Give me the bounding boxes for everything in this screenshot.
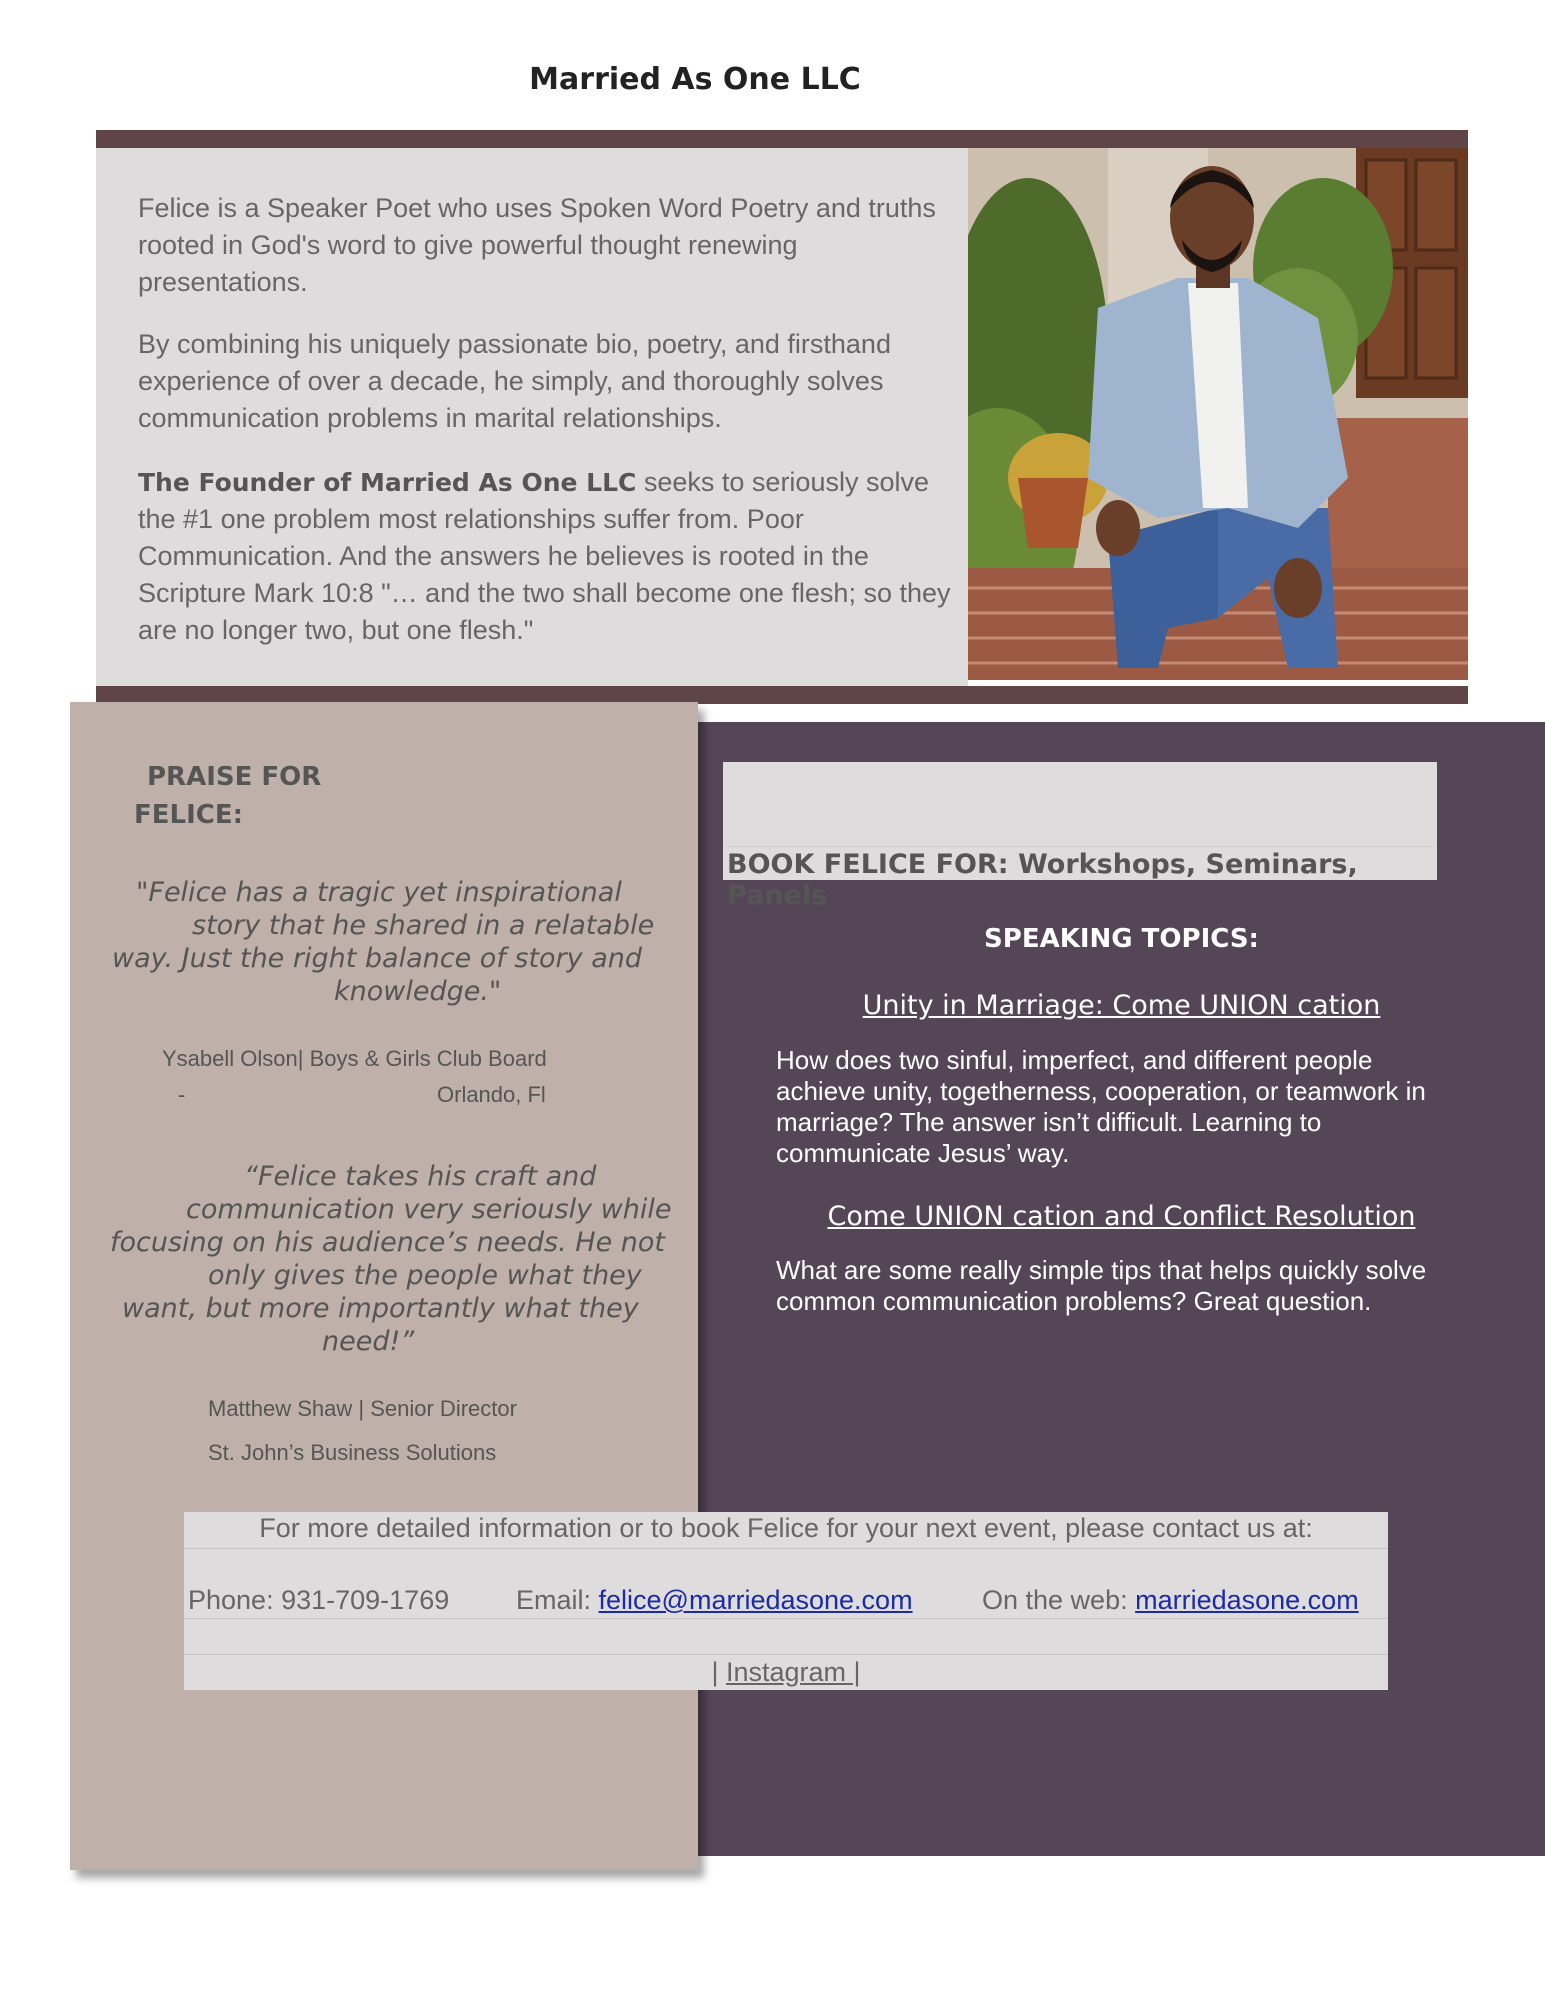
page-title: Married As One LLC — [529, 62, 861, 97]
intro-paragraph-2: By combining his uniquely passionate bio, poetry, and firsthand experience of over a decade, he simply, and thoroughly solves communication problems in marital relationships. — [138, 329, 891, 433]
quote2-line: communication very seriously while — [186, 1194, 672, 1225]
website-link[interactable]: marriedasone.com — [1135, 1585, 1359, 1615]
quote1-line: story that he shared in a relatable — [192, 910, 655, 941]
quote2-attribution-company: St. John’s Business Solutions — [208, 1440, 497, 1465]
topic-desc-unity: How does two sinful, imperfect, and different people achieve unity, togetherness, cooperation, or teamwork in marriage? The answer isn’t difficult. Learning to communicate Jesus’ way. — [776, 1045, 1426, 1168]
quote2-line: need!” — [322, 1326, 415, 1357]
quote2-line: only gives the people what they — [208, 1260, 642, 1291]
quote1-attribution-dash: - — [178, 1082, 186, 1107]
instagram-link[interactable]: Instagram | — [725, 1657, 861, 1687]
founder-rest-text: seeks to seriously solve the #1 one problem most relationships suffer from. Poor Communication. And the answers he believes is rooted in the Scripture Mark 10:8 "… and the two shall become one flesh; so they are no longer two, but one flesh." — [138, 467, 951, 645]
instagram-pipe: | — [711, 1657, 726, 1687]
speaking-topics-heading: SPEAKING TOPICS: — [984, 924, 1259, 954]
quote1-attribution-location: Orlando, Fl — [437, 1082, 546, 1107]
contact-rule — [184, 1618, 1388, 1619]
contact-web-label: On the web: — [982, 1585, 1136, 1615]
contact-rule — [184, 1548, 1388, 1549]
quote1-line: "Felice has a tragic yet inspirational — [136, 877, 622, 908]
contact-web-row — [982, 1582, 1359, 1618]
quote2-line: “Felice takes his craft and — [244, 1161, 597, 1192]
intro-paragraph-1: Felice is a Speaker Poet who uses Spoken Word Poetry and truths rooted in God's word to give powerful thought renewing presentations. — [138, 193, 936, 297]
contact-phone: Phone: 931-709-1769 — [188, 1585, 450, 1615]
founder-bold-text: The Founder of Married As One LLC — [138, 468, 637, 497]
top-divider-bar — [96, 130, 1468, 148]
contact-email-row — [516, 1582, 913, 1618]
topic-title-conflict: Come UNION cation and Conflict Resolution — [827, 1201, 1416, 1232]
instagram-row — [184, 1654, 1388, 1690]
quote2-line: want, but more importantly what they — [122, 1293, 639, 1324]
quote1-line: way. Just the right balance of story and — [112, 943, 643, 974]
booking-line: BOOK FELICE FOR: Workshops, Seminars, Panels — [727, 846, 1433, 911]
topic-desc-conflict: What are some really simple tips that helps quickly solve common communication problems? Great question. — [776, 1255, 1427, 1316]
contact-email-label: Email: — [516, 1585, 599, 1615]
quote1-line: knowledge." — [334, 976, 502, 1007]
praise-heading-line1: PRAISE FOR — [147, 762, 322, 792]
speaker-photo — [968, 148, 1468, 680]
praise-heading-line2: FELICE: — [134, 800, 244, 830]
quote1-attribution-name: Ysabell Olson| Boys & Girls Club Board — [162, 1046, 547, 1071]
contact-intro: For more detailed information or to book Felice for your next event, please contact us at: — [259, 1513, 1313, 1543]
quote2-line: focusing on his audience’s needs. He not — [110, 1227, 665, 1258]
intro-paragraph-3 — [138, 464, 958, 649]
quote2-attribution-name: Matthew Shaw | Senior Director — [208, 1396, 517, 1421]
email-link[interactable]: felice@marriedasone.com — [598, 1585, 913, 1615]
topic-title-unity: Unity in Marriage: Come UNION cation — [862, 990, 1381, 1021]
